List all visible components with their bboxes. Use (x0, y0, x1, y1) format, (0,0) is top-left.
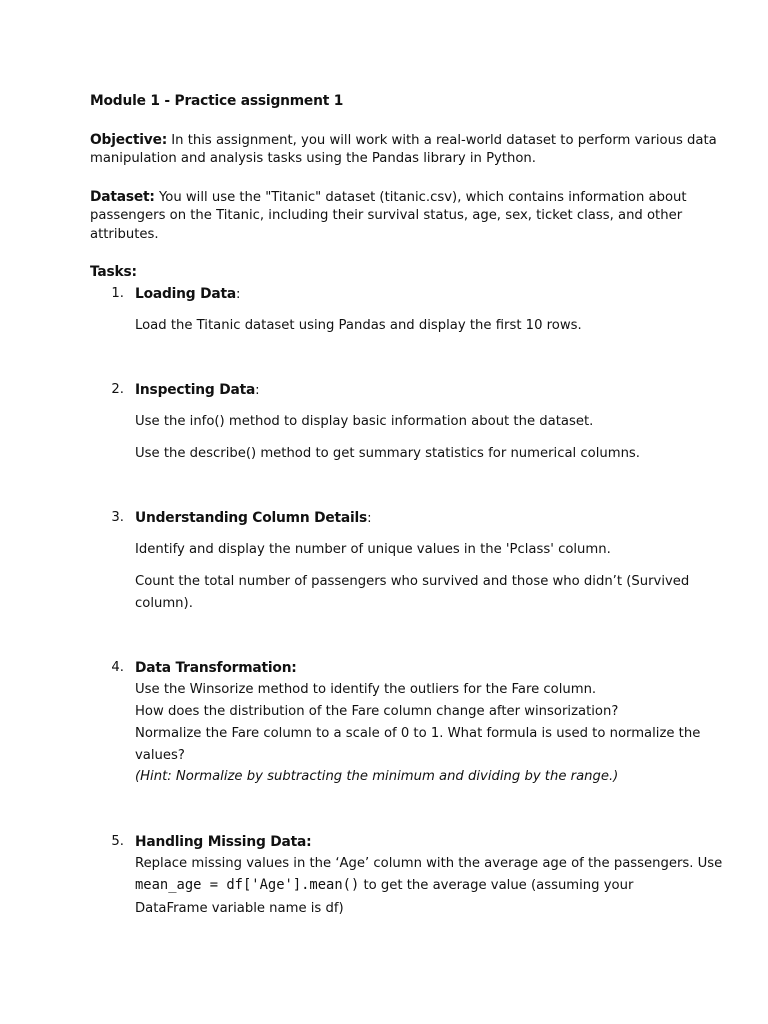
task-5-code: mean_age = df['Age'].mean() (135, 877, 360, 893)
objective-text-1: In this assignment, you will work with a real-world dataset to perform various data (167, 133, 717, 148)
task-5-line-2-text: to get the average value (assuming your (359, 878, 634, 893)
task-5-line-3: DataFrame variable name is df) (135, 901, 344, 916)
task-1-heading: Loading Data (135, 286, 236, 302)
task-4-line-3: Normalize the Fare column to a scale of 0 to 1. What formula is used to normalize the (135, 726, 701, 741)
objective-line-1 (90, 132, 717, 148)
task-3-line-2: Count the total number of passengers who survived and those who didn’t (Survived (135, 574, 690, 589)
dataset-line-1 (90, 189, 687, 205)
task-3-heading: Understanding Column Details (135, 510, 368, 526)
tasks-label: Tasks: (90, 264, 137, 280)
task-4-line-1: Use the Winsorize method to identify the outliers for the Fare column. (135, 682, 597, 697)
task-2-line-2: Use the describe() method to get summary statistics for numerical columns. (135, 446, 640, 461)
objective-line-2: manipulation and analysis tasks using the Pandas library in Python. (90, 151, 536, 166)
task-2-line-1: Use the info() method to display basic information about the dataset. (135, 414, 594, 429)
task-5-heading: Handling Missing Data: (135, 834, 312, 850)
task-4-hint: (Hint: Normalize by subtracting the minimum and dividing by the range.) (135, 769, 619, 784)
task-3-line-3: column). (135, 596, 193, 611)
task-1-number: 1. (111, 286, 124, 301)
dataset-text-1: You will use the "Titanic" dataset (titanic.csv), which contains information about (154, 190, 687, 205)
task-3-line-1: Identify and display the number of unique values in the 'Pclass' column. (135, 542, 611, 557)
task-2-heading: Inspecting Data (135, 382, 256, 398)
objective-label: Objective: (90, 132, 168, 148)
task-2-suffix: : (255, 383, 260, 398)
task-2-heading-row (135, 382, 260, 398)
task-1-heading-row (135, 286, 240, 302)
task-2-number: 2. (111, 382, 124, 397)
dataset-line-2: passengers on the Titanic, including their survival status, age, sex, ticket class, and other (90, 208, 683, 223)
dataset-label: Dataset: (90, 189, 155, 205)
task-5-number: 5. (111, 834, 124, 849)
document-title: Module 1 - Practice assignment 1 (90, 93, 344, 109)
dataset-line-3: attributes. (90, 227, 159, 242)
task-4-line-4: values? (135, 748, 185, 763)
task-3-suffix: : (367, 511, 372, 526)
task-1-suffix: : (235, 287, 241, 302)
task-3-number: 3. (111, 510, 124, 525)
task-5-line-1: Replace missing values in the ‘Age’ column with the average age of the passengers. Use (135, 856, 723, 871)
task-4-number: 4. (111, 660, 124, 675)
task-3-heading-row (135, 510, 372, 526)
task-1-line-1: Load the Titanic dataset using Pandas and display the first 10 rows. (135, 318, 582, 333)
task-5-line-2 (135, 877, 633, 893)
task-4-line-2: How does the distribution of the Fare column change after winsorization? (135, 704, 619, 719)
task-4-heading: Data Transformation: (135, 660, 297, 676)
